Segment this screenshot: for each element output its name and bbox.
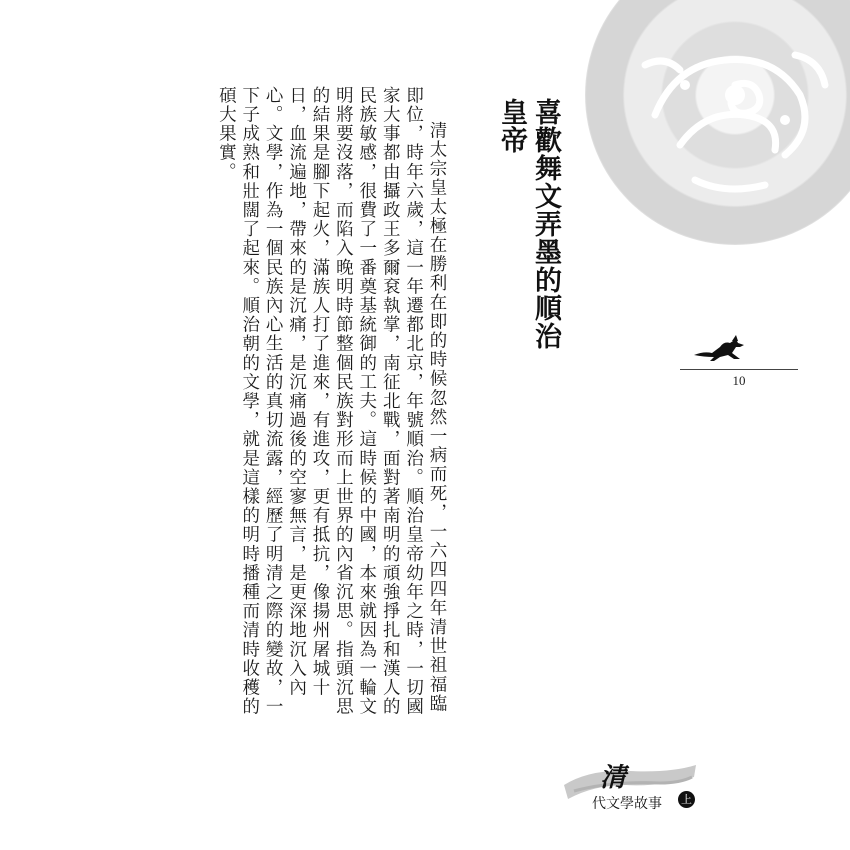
horse-icon xyxy=(692,333,752,363)
body-text xyxy=(212,86,448,726)
dragon-medallion-icon xyxy=(585,0,850,245)
page-marker xyxy=(680,333,798,393)
volume-badge: 上 xyxy=(678,791,695,808)
chapter-title: 喜歡舞文弄墨的順治皇帝 xyxy=(496,98,561,350)
page-rule xyxy=(680,369,798,370)
series-title-text: 文學故事 xyxy=(606,796,662,812)
page-number: 10 xyxy=(732,373,746,388)
brand-char: 清 xyxy=(600,763,627,793)
series-title xyxy=(592,793,662,813)
brand-subchar: 代 xyxy=(592,796,606,812)
series-footer xyxy=(560,755,700,825)
body-paragraph: 清太宗皇太極在勝利在即的時候忽然一病而死，一六四四年清世祖福臨即位，時年六歲，這一年遷都北京，年號順治。順治皇帝幼年之時，一切國家大事都由攝政王多爾袞執掌，南征北戰，面對著南明的頑強掙扎和漢人的民族敏感，很費了一番奠基統御的工夫。這時候的中國，本來就因為一輪文明將要沒落，而陷入晚明時節整個民族對形而上世界的內省沉思。指頭沉思的結果是腳下起火，滿族人打了進來，有進攻，更有抵抗，像揚州屠城十日，血流遍地，帶來的是沉痛，是沉痛過後的空寥無言，是更深地沉入內心。文學，作為一個民族內心生活的真切流露，經歷了明清之際的變故，一下子成熟和壯闊了起來。順治朝的文學，就是這樣的明時播種而清時收穫的碩大果實。 xyxy=(216,86,447,717)
